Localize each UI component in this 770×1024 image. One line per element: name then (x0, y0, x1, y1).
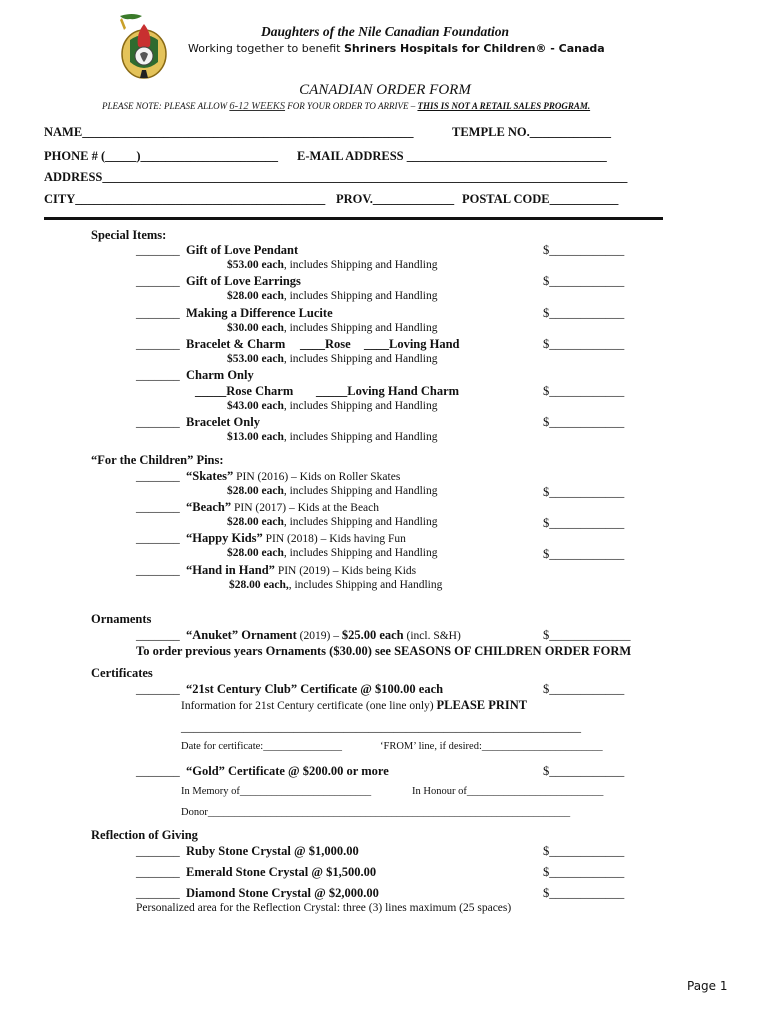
shipping-note: , includes Shipping and Handling (283, 400, 438, 412)
rose-option[interactable]: ____Rose (300, 337, 351, 351)
previous-ornaments-note: To order previous years Ornaments ($30.00) see SEASONS OF CHILDREN ORDER FORM (136, 644, 632, 658)
loving-hand-option[interactable]: ____Loving Hand (364, 337, 460, 351)
certificate-date-field[interactable]: Date for certificate:_______________ (181, 741, 342, 752)
special-items-heading: Special Items: (91, 228, 167, 242)
21st-century-info-text: Information for 21st Century certificate (one line only) (181, 700, 437, 712)
beach-pin-line (186, 500, 379, 515)
bracelet-charm-price-line (227, 353, 438, 365)
ruby-crystal-label: Ruby Stone Crystal @ $1,000.00 (186, 844, 359, 858)
emerald-crystal-label: Emerald Stone Crystal @ $1,500.00 (186, 865, 377, 879)
skates-pin-line (186, 469, 400, 484)
hand-in-hand-pin-desc: PIN (2019) – Kids being Kids (274, 565, 417, 577)
shipping-note: , includes Shipping and Handling (283, 322, 438, 334)
qty-blank-happy-kids-pin[interactable]: _______ (136, 531, 180, 545)
in-memory-field[interactable]: In Memory of_________________________ (181, 786, 372, 797)
certificate-print-line[interactable]: ________________________________________________________________ (181, 720, 581, 734)
shipping-note: , includes Shipping and Handling (283, 485, 438, 497)
pin-price: $28.00 each (227, 485, 284, 497)
happy-kids-pin-desc: PIN (2018) – Kids having Fun (262, 533, 406, 545)
21st-century-label: “21st Century Club” Certificate @ $100.00 each (186, 682, 444, 696)
postal-code-field[interactable]: POSTAL CODE___________ (462, 192, 619, 206)
pin-price: $28.00 each (227, 516, 284, 528)
address-field[interactable]: ADDRESS____________________________________________________________________________________ (44, 170, 628, 184)
charm-only-price: $43.00 each (227, 400, 284, 412)
price-blank-skates-pin[interactable]: $____________ (543, 485, 625, 499)
anuket-incl: (incl. S&H) (403, 630, 461, 642)
price-blank-ruby[interactable]: $____________ (543, 844, 625, 858)
shipping-note: , includes Shipping and Handling (283, 431, 438, 443)
price-blank-beach-pin[interactable]: $____________ (543, 516, 625, 530)
skates-pin-price-line (227, 485, 438, 497)
note-middle: FOR YOUR ORDER TO ARRIVE – (285, 101, 418, 111)
phone-field[interactable]: PHONE # (_____)______________________ (44, 149, 279, 163)
bracelet-only-price-line (227, 431, 438, 443)
qty-blank-skates-pin[interactable]: _______ (136, 469, 180, 483)
earrings-price-line (227, 290, 438, 302)
delivery-note (102, 101, 590, 112)
shipping-note: , includes Shipping and Handling (283, 290, 438, 302)
certificates-heading: Certificates (91, 666, 153, 680)
anuket-year: (2019) – (296, 630, 342, 642)
province-field[interactable]: PROV._____________ (336, 192, 455, 206)
shipping-note: , includes Shipping and Handling (283, 353, 438, 365)
qty-blank-emerald[interactable]: _______ (136, 865, 180, 879)
shipping-note: , includes Shipping and Handling (288, 579, 443, 591)
section-divider (44, 217, 663, 220)
price-blank-emerald[interactable]: $____________ (543, 865, 625, 879)
lucite-price-line (227, 322, 438, 334)
anuket-price: $25.00 each (341, 628, 404, 642)
lucite-price: $30.00 each (227, 322, 284, 334)
note-weeks: 6-12 WEEKS (229, 101, 286, 112)
qty-blank-pendant[interactable]: _______ (136, 243, 180, 257)
ornaments-heading: Ornaments (91, 612, 152, 626)
charm-only-label: Charm Only (186, 368, 254, 382)
shipping-note: , includes Shipping and Handling (283, 259, 438, 271)
personalized-note: Personalized area for the Reflection Crystal: three (3) lines maximum (25 spaces) (136, 902, 512, 914)
bracelet-only-price: $13.00 each (227, 431, 284, 443)
beach-pin-name: “Beach” (186, 500, 232, 514)
beach-pin-price-line (227, 516, 438, 528)
shipping-note: , includes Shipping and Handling (283, 516, 438, 528)
diamond-crystal-label: Diamond Stone Crystal @ $2,000.00 (186, 886, 379, 900)
donor-field[interactable]: Donor_____________________________________________________________________ (181, 807, 571, 818)
hand-in-hand-pin-price: $28.00 each, (229, 579, 289, 591)
price-blank-lucite[interactable]: $____________ (543, 306, 625, 320)
bracelet-only-label: Bracelet Only (186, 415, 260, 429)
qty-blank-diamond[interactable]: _______ (136, 886, 180, 900)
qty-blank-bracelet-charm[interactable]: _______ (136, 337, 180, 351)
happy-kids-pin-name: “Happy Kids” (186, 531, 263, 545)
price-blank-charm-only[interactable]: $____________ (543, 384, 625, 398)
price-blank-21st-century[interactable]: $____________ (543, 682, 625, 696)
tagline-beneficiary: Shriners Hospitals for Children® - Canada (344, 42, 605, 55)
loving-hand-charm-option[interactable]: _____Loving Hand Charm (316, 384, 460, 398)
name-field[interactable]: NAME_____________________________________________________ (44, 125, 414, 139)
tagline (188, 42, 605, 55)
note-prefix: PLEASE NOTE: PLEASE ALLOW (102, 101, 230, 111)
price-blank-earrings[interactable]: $____________ (543, 274, 625, 288)
shipping-note: , includes Shipping and Handling (283, 547, 438, 559)
pendant-price: $53.00 each (227, 259, 284, 271)
temple-no-field[interactable]: TEMPLE NO._____________ (452, 125, 612, 139)
price-blank-diamond[interactable]: $____________ (543, 886, 625, 900)
hand-in-hand-pin-name: “Hand in Hand” (186, 563, 275, 577)
price-blank-gold[interactable]: $____________ (543, 764, 625, 778)
earrings-label: Gift of Love Earrings (186, 274, 301, 288)
form-title: CANADIAN ORDER FORM (299, 82, 471, 98)
earrings-price: $28.00 each (227, 290, 284, 302)
happy-kids-pin-price-line (227, 547, 438, 559)
qty-blank-earrings[interactable]: _______ (136, 274, 180, 288)
please-print: PLEASE PRINT (436, 698, 528, 712)
pendant-price-line (227, 259, 438, 271)
bracelet-charm-label: Bracelet & Charm (186, 337, 286, 351)
qty-blank-ruby[interactable]: _______ (136, 844, 180, 858)
hand-in-hand-pin-price-line (229, 579, 442, 591)
reflection-heading: Reflection of Giving (91, 828, 198, 842)
price-blank-bracelet-charm[interactable]: $____________ (543, 337, 625, 351)
beach-pin-desc: PIN (2017) – Kids at the Beach (231, 502, 380, 514)
anuket-line (186, 628, 461, 643)
foundation-emblem-logo (112, 10, 176, 82)
qty-blank-lucite[interactable]: _______ (136, 306, 180, 320)
price-blank-pendant[interactable]: $____________ (543, 243, 625, 257)
21st-century-info (181, 698, 527, 713)
qty-blank-gold[interactable]: _______ (136, 764, 180, 778)
charm-only-price-line (227, 400, 438, 412)
qty-blank-21st-century[interactable]: _______ (136, 682, 180, 696)
certificate-from-field[interactable]: ‘FROM’ line, if desired:_______________________ (380, 741, 603, 752)
page-number: Page 1 (687, 979, 728, 993)
pins-heading: “For the Children” Pins: (91, 453, 224, 467)
pin-price: $28.00 each (227, 547, 284, 559)
rose-charm-option[interactable]: _____Rose Charm (195, 384, 294, 398)
skates-pin-desc: PIN (2016) – Kids on Roller Skates (233, 471, 401, 483)
note-retail: THIS IS NOT A RETAIL SALES PROGRAM. (417, 101, 591, 111)
qty-blank-anuket[interactable]: _______ (136, 628, 180, 642)
lucite-label: Making a Difference Lucite (186, 306, 333, 320)
price-blank-anuket[interactable]: $_____________ (543, 628, 631, 642)
qty-blank-charm-only[interactable]: _______ (136, 368, 180, 382)
email-field[interactable]: E-MAIL ADDRESS ________________________________ (297, 149, 607, 163)
skates-pin-name: “Skates” (186, 469, 234, 483)
price-blank-happy-kids-pin[interactable]: $____________ (543, 547, 625, 561)
happy-kids-pin-line (186, 531, 406, 546)
org-name: Daughters of the Nile Canadian Foundation (261, 24, 509, 39)
bracelet-charm-price: $53.00 each (227, 353, 284, 365)
gold-certificate-label: “Gold” Certificate @ $200.00 or more (186, 764, 389, 778)
in-honour-field[interactable]: In Honour of__________________________ (412, 786, 604, 797)
hand-in-hand-pin-line (186, 563, 416, 578)
qty-blank-hand-in-hand-pin[interactable]: _______ (136, 563, 180, 577)
qty-blank-beach-pin[interactable]: _______ (136, 500, 180, 514)
qty-blank-bracelet-only[interactable]: _______ (136, 415, 180, 429)
tagline-prefix: Working together to benefit (188, 42, 344, 55)
price-blank-bracelet-only[interactable]: $____________ (543, 415, 625, 429)
anuket-name: “Anuket” Ornament (186, 628, 297, 642)
city-field[interactable]: CITY________________________________________ (44, 192, 326, 206)
pendant-label: Gift of Love Pendant (186, 243, 299, 257)
